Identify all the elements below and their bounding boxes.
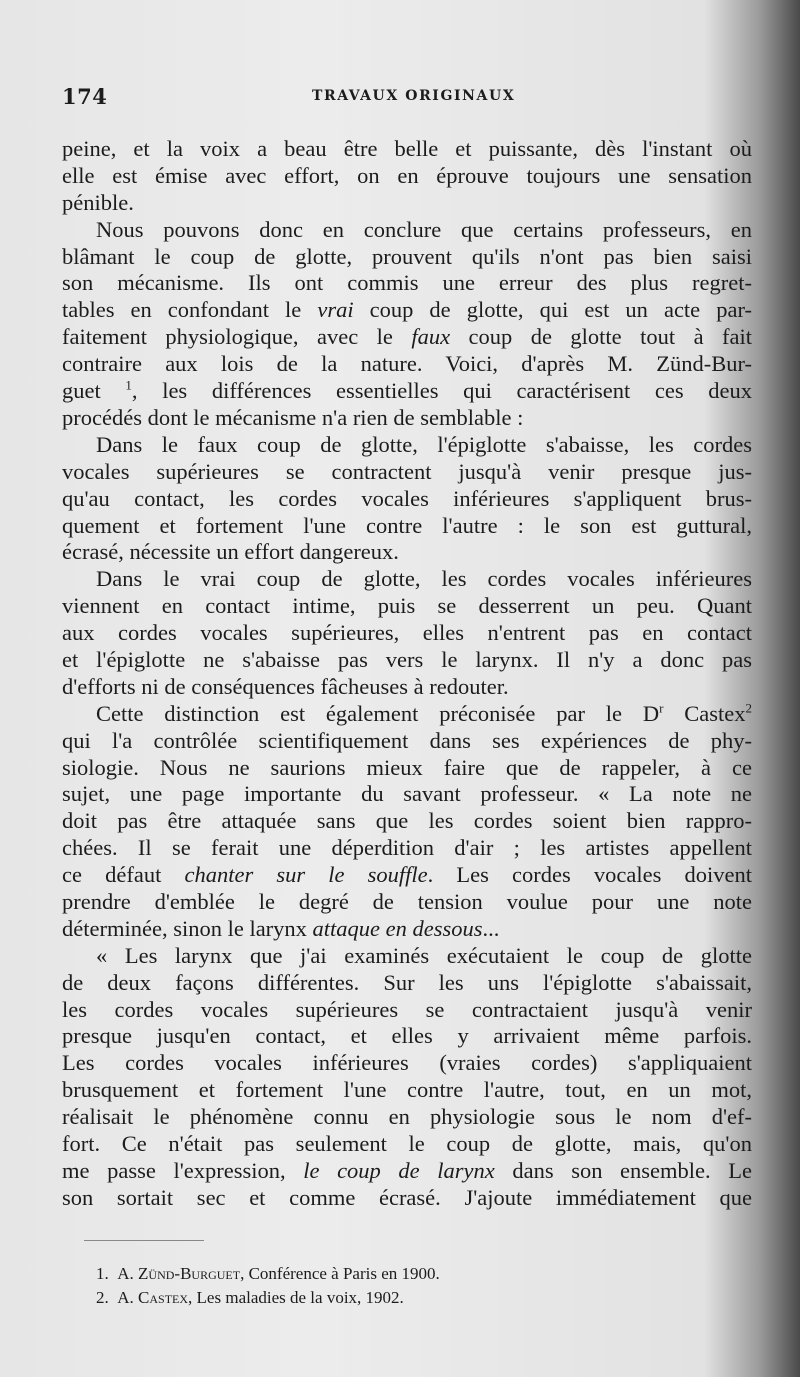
- text-line: doit pas être attaquée sans que les cordes soient bien rappro-: [62, 808, 752, 834]
- text-line: brusquement et fortement l'une contre l'autre, tout, en un mot,: [62, 1077, 752, 1103]
- text-line: son mécanisme. Ils ont commis une erreur des plus regret-: [62, 270, 752, 296]
- text-line: elle est émise avec effort, on en éprouve toujours une sensation: [62, 162, 752, 188]
- footnote-ref: 1: [125, 378, 132, 393]
- text-line: d'efforts ni de conséquences fâcheuses à redouter.: [62, 673, 509, 699]
- text-line: vocales supérieures se contractent jusqu'à venir presque jus-: [62, 458, 752, 484]
- text-line: qui l'a contrôlée scientifiquement dans ses expériences de phy-: [62, 727, 752, 753]
- text-line: presque jusqu'en contact, et elles y arrivaient même parfois.: [62, 1023, 752, 1049]
- text-line: peine, et la voix a beau être belle et puissante, dès l'instant où: [62, 136, 752, 161]
- footnote-rule: [84, 1240, 204, 1241]
- text-line: siologie. Nous ne saurions mieux faire que de rappeler, à ce: [62, 754, 752, 780]
- text-line: viennent en contact intime, puis se desserrent un peu. Quant: [62, 593, 752, 619]
- text-line: écrasé, nécessite un effort dangereux.: [62, 539, 399, 565]
- text-line: sujet, une page importante du savant professeur. « La note ne: [62, 781, 752, 807]
- text-line: déterminée, sinon le larynx attaque en dessous...: [62, 915, 500, 941]
- text-line: fort. Ce n'était pas seulement le coup de glotte, mais, qu'on: [62, 1131, 752, 1157]
- text-line: réalisait le phénomène connu en physiologie sous le nom d'ef-: [62, 1104, 752, 1130]
- text-line: et l'épiglotte ne s'abaisse pas vers le larynx. Il n'y a donc pas: [62, 646, 752, 672]
- body-text: [62, 136, 752, 1212]
- text-line: procédés dont le mécanisme n'a rien de semblable :: [62, 404, 524, 430]
- italic-phrase: chanter sur le souffle: [184, 862, 428, 888]
- text-line: qu'au contact, les cordes vocales inférieures s'appliquent brus-: [62, 485, 752, 511]
- text-line: contraire aux lois de la nature. Voici, d'après M. Zünd-Bur-: [62, 351, 752, 377]
- text-line: son sortait sec et comme écrasé. J'ajoute immédiatement que: [62, 1184, 752, 1210]
- footnote: 2. A. Castex, Les maladies de la voix, 1902.: [96, 1288, 404, 1307]
- text-line: chées. Il se ferait une déperdition d'air ; les artistes appellent: [62, 835, 752, 861]
- author-name: Castex: [138, 1288, 189, 1307]
- text-line: Cette distinction est également préconisée par le $D^r$ Castex$^2$: [96, 700, 752, 726]
- italic-word: faux: [411, 324, 451, 350]
- text-line: ce défaut chanter sur le souffle. Les cordes vocales doivent: [62, 862, 752, 888]
- text-line: faitement physiologique, avec le faux coup de glotte tout à fait: [62, 324, 752, 350]
- text-line: Nous pouvons donc en conclure que certains professeurs, en: [96, 216, 752, 242]
- footnote-ref: 2: [745, 700, 752, 716]
- text-line: aux cordes vocales supérieures, elles n'entrent pas en contact: [62, 620, 752, 646]
- text-line: Dans le faux coup de glotte, l'épiglotte s'abaisse, les cordes: [96, 431, 752, 457]
- text-line: tables en confondant le vrai coup de glotte, qui est un acte par-: [62, 297, 752, 323]
- running-head: TRAVAUX ORIGINAUX: [312, 88, 516, 104]
- italic-word: vrai: [317, 297, 354, 323]
- footnotes: [96, 1262, 696, 1310]
- text-line: quement et fortement l'une contre l'autre : le son est guttural,: [62, 512, 752, 538]
- text-line: de deux façons différentes. Sur les uns l'épiglotte s'abaissait,: [62, 969, 752, 995]
- text-line: guet $^1$, les différences essentielles qui caractérisent ces deux: [62, 378, 752, 404]
- text-line: prendre d'emblée le degré de tension voulue pour une note: [62, 889, 752, 914]
- superscript: r: [659, 700, 664, 716]
- text-line: blâmant le coup de glotte, prouvent qu'ils n'ont pas bien saisi: [62, 243, 752, 269]
- page-header: [62, 78, 762, 118]
- text-line: Dans le vrai coup de glotte, les cordes vocales inférieures: [96, 566, 752, 592]
- author-name: Zünd-Burguet: [138, 1264, 241, 1283]
- text-line: « Les larynx que j'ai examinés exécutaient le coup de glotte: [96, 942, 752, 968]
- italic-phrase: attaque en dessous: [312, 915, 483, 941]
- text-line: les cordes vocales supérieures se contractaient jusqu'à venir: [62, 996, 752, 1022]
- page-number: 174: [62, 84, 108, 109]
- text-line: Les cordes vocales inférieures (vraies cordes) s'appliquaient: [62, 1050, 752, 1076]
- footnote: 1. A. Zünd-Burguet, Conférence à Paris en 1900.: [96, 1264, 440, 1283]
- text-line: pénible.: [62, 189, 134, 215]
- text-line: me passe l'expression, le coup de larynx dans son ensemble. Le: [62, 1157, 752, 1183]
- italic-phrase: le coup de larynx: [303, 1157, 495, 1183]
